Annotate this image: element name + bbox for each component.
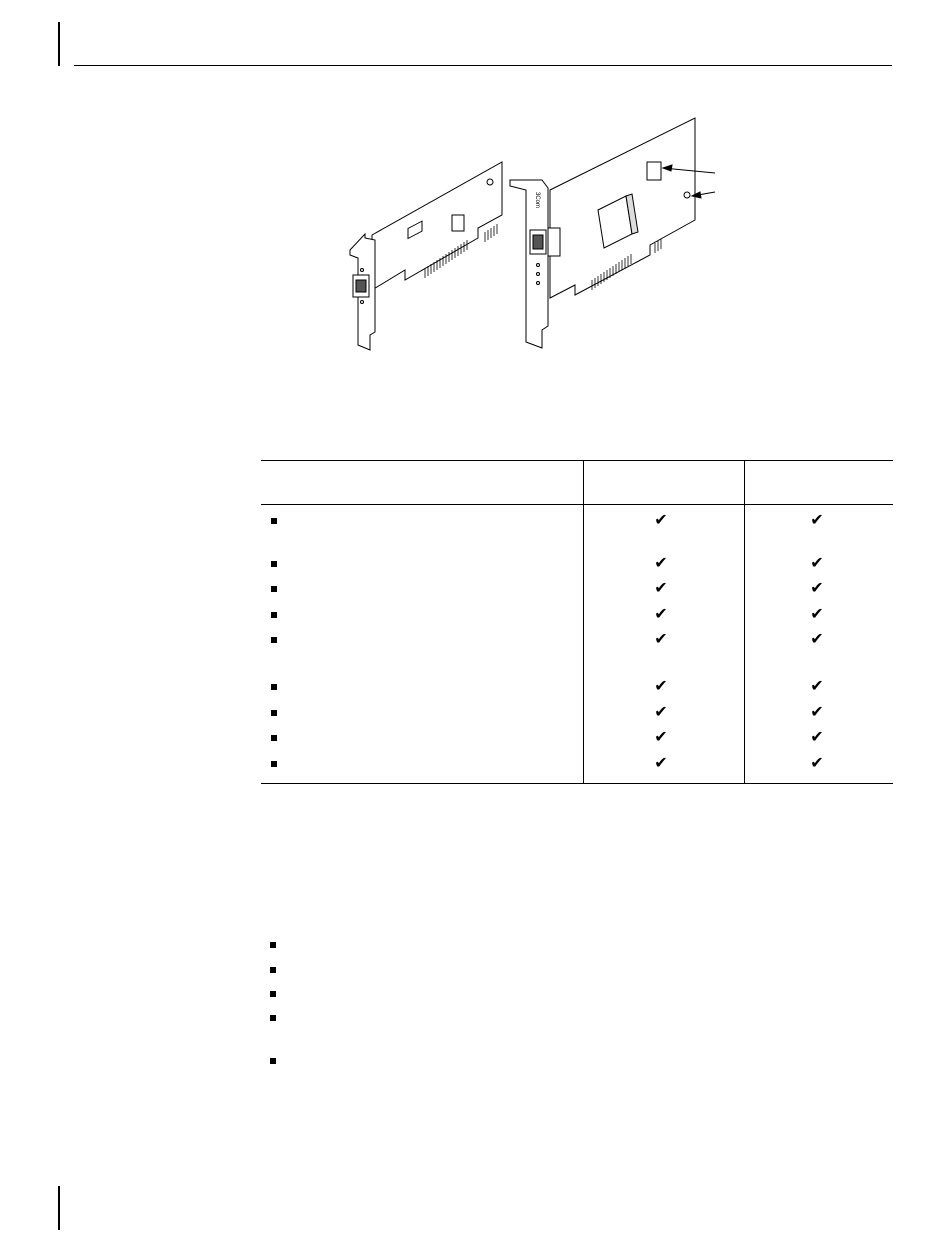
bullet-icon xyxy=(271,561,277,567)
bullet-icon xyxy=(270,1058,276,1064)
bullet-icon xyxy=(271,612,277,618)
table-row xyxy=(261,512,893,532)
bullet-icon xyxy=(271,586,277,592)
list-item xyxy=(270,1013,870,1029)
table-bottom-rule xyxy=(261,783,893,784)
bullet-icon xyxy=(271,710,277,716)
bullet-icon xyxy=(271,684,277,690)
low-profile-card xyxy=(350,162,502,350)
check-icon: ✔ xyxy=(654,704,668,721)
check-icon: ✔ xyxy=(810,631,824,648)
check-icon: ✔ xyxy=(810,729,824,746)
check-icon: ✔ xyxy=(654,512,668,529)
check-icon: ✔ xyxy=(654,678,668,695)
bullet-icon xyxy=(270,942,276,948)
check-icon: ✔ xyxy=(810,678,824,695)
table-row xyxy=(261,755,893,775)
table-row xyxy=(261,580,893,600)
check-icon: ✔ xyxy=(810,704,824,721)
table-row xyxy=(261,631,893,651)
table-header-rule xyxy=(261,504,893,505)
list-item xyxy=(270,1056,870,1072)
check-icon: ✔ xyxy=(810,755,824,772)
check-icon: ✔ xyxy=(810,555,824,572)
bullet-icon xyxy=(271,637,277,643)
check-icon: ✔ xyxy=(654,729,668,746)
check-icon: ✔ xyxy=(654,555,668,572)
bracket-logo: 3Com xyxy=(534,192,540,209)
bullet-icon xyxy=(270,991,276,997)
list-item xyxy=(270,940,870,956)
bullet-icon xyxy=(270,1015,276,1021)
nic-cards-illustration xyxy=(330,110,730,355)
check-icon: ✔ xyxy=(654,631,668,648)
bullet-icon xyxy=(271,518,277,524)
list-item xyxy=(270,965,870,981)
standard-card xyxy=(510,118,695,348)
check-icon: ✔ xyxy=(654,755,668,772)
bullet-icon xyxy=(270,967,276,973)
table-row xyxy=(261,704,893,724)
check-icon: ✔ xyxy=(810,512,824,529)
header-rule xyxy=(74,65,892,66)
list-item xyxy=(270,989,870,1005)
table-row xyxy=(261,729,893,749)
check-icon: ✔ xyxy=(810,580,824,597)
check-icon: ✔ xyxy=(810,606,824,623)
bottom-margin-bar xyxy=(58,1186,60,1230)
bullet-icon xyxy=(271,735,277,741)
check-icon: ✔ xyxy=(654,606,668,623)
table-row xyxy=(261,606,893,626)
top-margin-bar xyxy=(58,22,60,66)
table-top-rule xyxy=(261,460,893,461)
table-row xyxy=(261,678,893,698)
bullet-icon xyxy=(271,761,277,767)
check-icon: ✔ xyxy=(654,580,668,597)
table-row xyxy=(261,555,893,575)
